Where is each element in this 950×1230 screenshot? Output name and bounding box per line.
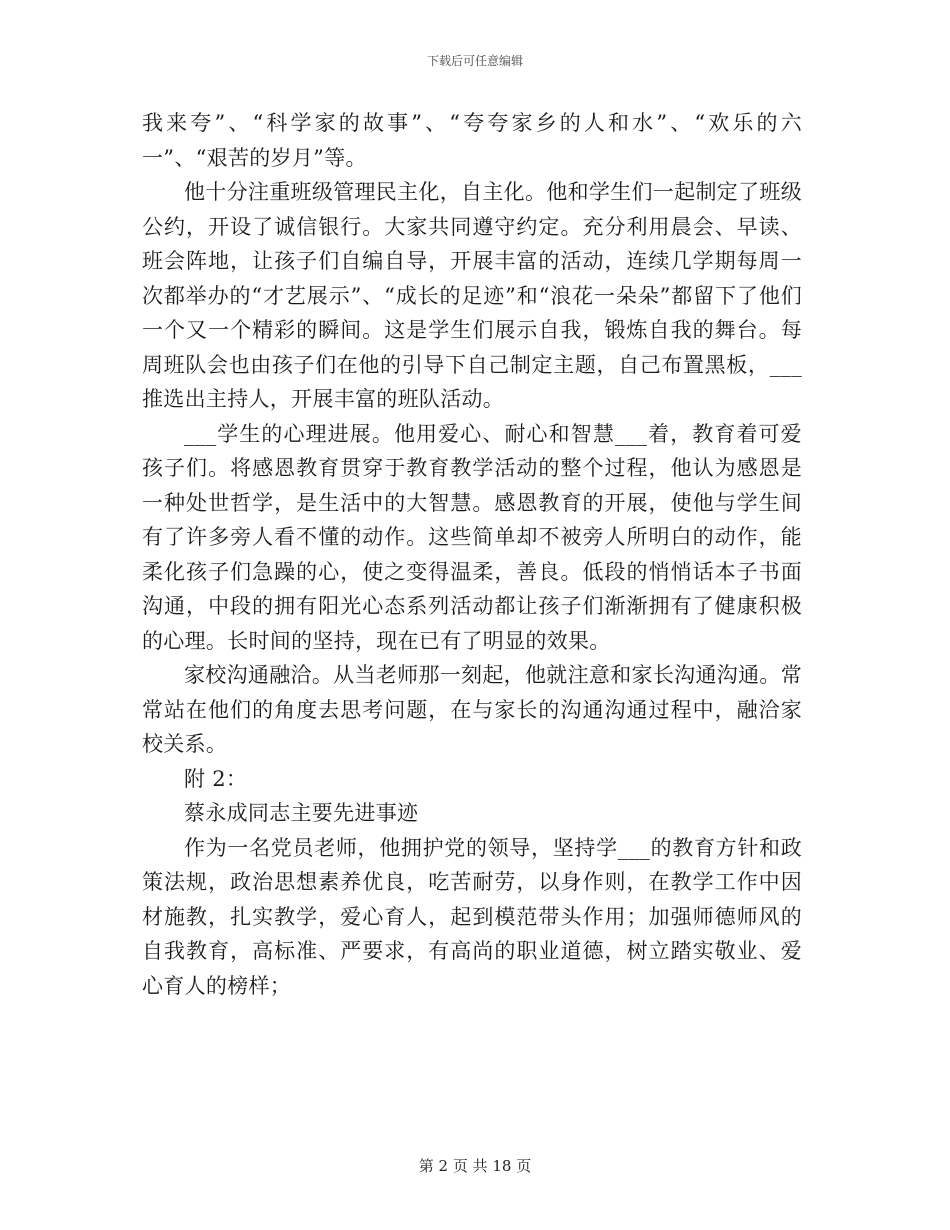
page-number: 第 2 页 共 18 页: [418, 1157, 532, 1175]
paragraph-party-member: 作为一名党员老师，他拥护党的领导，坚持学___的教育方针和政策法规，政治思想素养优良，吃苦耐劳，以身作则，在教学工作中因材施教，扎实教学，爱心育人，起到模范带头作用；加强师德师风的自我教育，高标准、严要求，有高尚的职业道德，树立踏实敬业、爱心育人的榜样；: [142, 835, 802, 998]
paragraph-student-psychology: ___学生的心理进展。他用爱心、耐心和智慧___着，教育着可爱孩子们。将感恩教育贯穿于教育教学活动的整个过程，他认为感恩是一种处世哲学，是生活中的大智慧。感恩教育的开展，使他与学生间有了许多旁人看不懂的动作。这些简单却不被旁人所明白的动作，能柔化孩子们急躁的心，使之变得温柔，善良。低段的悄悄话本子书面沟通，中段的拥有阳光心态系列活动都让孩子们渐渐拥有了健康积极的心理。长时间的坚持，现在已有了明显的效果。: [142, 421, 802, 653]
paragraph-class-management: 他十分注重班级管理民主化，自主化。他和学生们一起制定了班级公约，开设了诚信银行。大家共同遵守约定。充分利用晨会、早读、班会阵地，让孩子们自编自导，开展丰富的活动，连续几学期每周一次都举办的“才艺展示”、“成长的足迹”和“浪花一朵朵”都留下了他们一个又一个精彩的瞬间。这是学生们展示自我，锻炼自我的舞台。每周班队会也由孩子们在他的引导下自己制定主题，自己布置黑板，___推选出主持人，开展丰富的班队活动。: [142, 180, 802, 411]
section-title: 蔡永成同志主要先进事迹: [184, 801, 419, 825]
document-body: [142, 106, 802, 1003]
paragraph-continued: 我来夸”、“科学家的故事”、“夸夸家乡的人和水”、“欢乐的六一”、“艰苦的岁月”等。: [142, 111, 802, 170]
appendix-label: 附 2：: [184, 766, 248, 791]
page-header-note: 下载后可任意编辑: [426, 54, 523, 68]
paragraph-home-school: 家校沟通融洽。从当老师那一刻起，他就注意和家长沟通沟通。常常站在他们的角度去思考问题，在与家长的沟通沟通过程中，融洽家校关系。: [142, 663, 802, 756]
